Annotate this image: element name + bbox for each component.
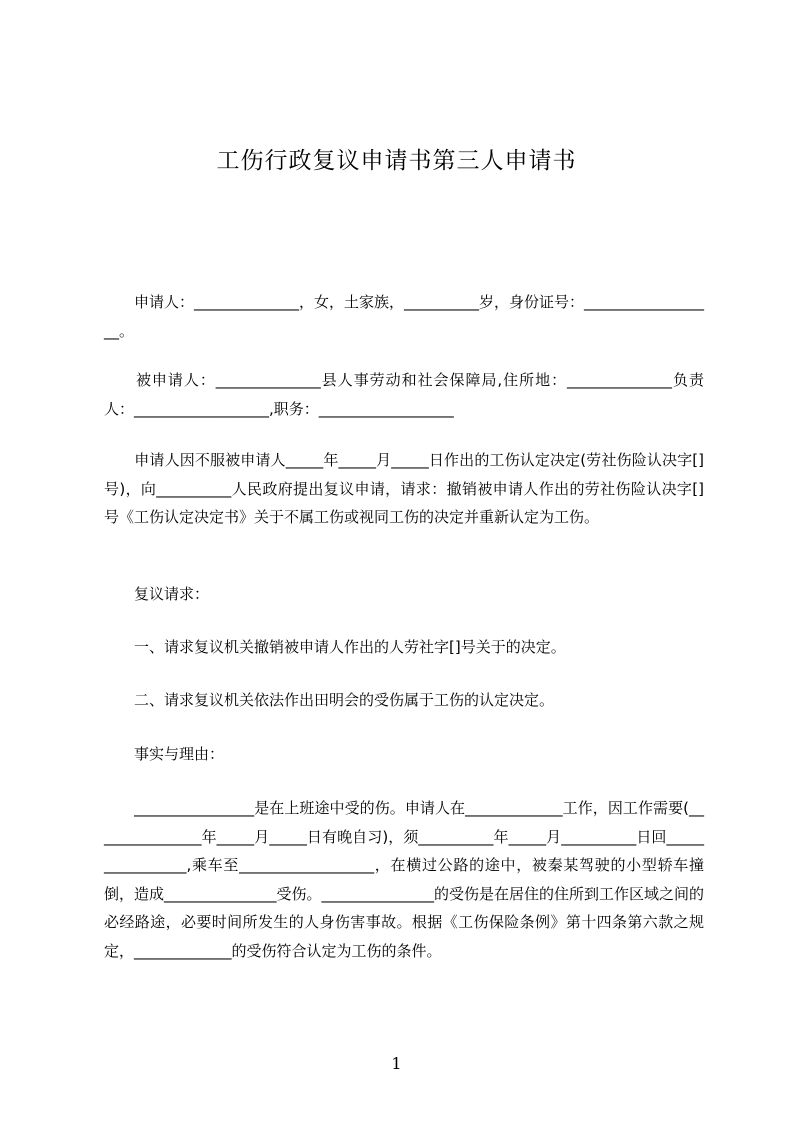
page-number: 1 (391, 1054, 402, 1073)
request-item-1: 一、请求复议机关撤销被申请人作出的人劳社字[]号关于的决定。 (104, 638, 566, 656)
applicant-paragraph: 申请人：______________，女，土家族，__________岁，身份证号：__________________。 (104, 293, 705, 340)
review-request-heading: 复议请求： (104, 585, 210, 603)
facts-paragraph: ________________是在上班途中受的伤。申请人在_____________工作，因工作需要(_______________年_____月_____日有晚自习)，须__________年_____月__________日回________________,乘车至__________________，在横过公路的途中，被秦某驾驶的小型轿车撞倒，造成_______________受伤。_______________的受伤是在居住的住所到工作区域之间的必经路途，必要时间所发生的人身伤害事故。根据《工伤保险条例》第十四条第六款之规定，_____________的受伤符合认定为工伤的条件。 (104, 799, 705, 960)
page-title: 工伤行政复议申请书第三人申请书 (216, 148, 577, 174)
application-reason-paragraph: 申请人因不服被申请人_____年_____月_____日作出的工伤认定决定(劳社伤险认决字[]号)，向__________人民政府提出复议申请，请求：撤销被申请人作出的劳社伤险认决字[]号《工伤认定决定书》关于不属工伤或视同工伤的决定并重新认定为工伤。 (104, 451, 704, 526)
request-item-2: 二、请求复议机关依法作出田明会的受伤属于工伤的认定决定。 (104, 691, 555, 709)
facts-heading: 事实与理由： (104, 745, 225, 763)
respondent-paragraph: 被申请人：______________县人事劳动和社会保障局,住所地：______________负责人：__________________,职务：__________________ (104, 371, 704, 418)
